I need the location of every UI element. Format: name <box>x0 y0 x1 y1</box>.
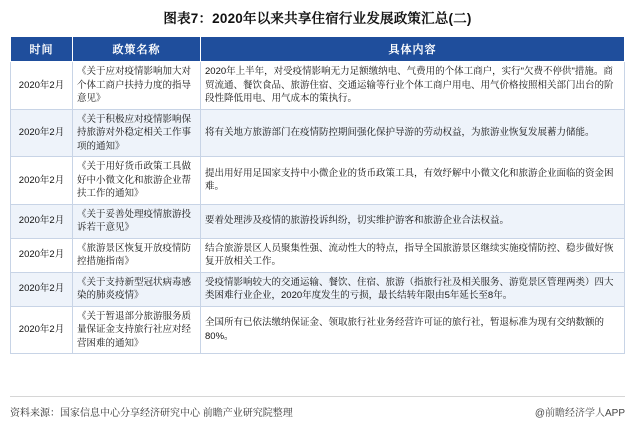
cell-policy-content: 提出用好用足国家支持中小微企业的货币政策工具，有效纾解中小微文化和旅游企业面临的资金困难。 <box>201 157 625 205</box>
cell-time: 2020年2月 <box>11 204 73 238</box>
table-row <box>11 204 625 238</box>
cell-time: 2020年2月 <box>11 272 73 306</box>
cell-policy-name: 《关于用好货币政策工具做好中小微文化和旅游企业帮扶工作的通知》 <box>73 157 201 205</box>
cell-time: 2020年2月 <box>11 238 73 272</box>
cell-policy-name: 《关于妥善处理疫情旅游投诉若干意见》 <box>73 204 201 238</box>
table-row <box>11 272 625 306</box>
cell-policy-content: 要着处理涉及疫情的旅游投诉纠纷，切实维护游客和旅游企业合法权益。 <box>201 204 625 238</box>
cell-policy-name: 《关于暂退部分旅游服务质量保证金支持旅行社应对经营困难的通知》 <box>73 306 201 354</box>
table-row <box>11 306 625 354</box>
table-row <box>11 62 625 110</box>
cell-time: 2020年2月 <box>11 306 73 354</box>
column-header-name: 政策名称 <box>73 37 201 62</box>
page-title: 图表7：2020年以来共享住宿行业发展政策汇总(二) <box>163 11 472 26</box>
brand-watermark: @前瞻经济学人APP <box>534 407 625 419</box>
column-header-content: 具体内容 <box>201 37 625 62</box>
cell-policy-name: 《关于积极应对疫情影响保持旅游对外稳定相关工作事项的通知》 <box>73 109 201 157</box>
table-header-row <box>11 37 625 62</box>
cell-policy-content: 结合旅游景区人员聚集性强、流动性大的特点，指导全国旅游景区继续实施疫情防控、稳步做好恢复开放相关工作。 <box>201 238 625 272</box>
cell-policy-content: 受疫情影响较大的交通运输、餐饮、住宿、旅游（指旅行社及相关服务、游览景区管理两类）四大类困难行业企业，2020年度发生的亏损，最长结转年限由5年延长至8年。 <box>201 272 625 306</box>
cell-policy-name: 《关于应对疫情影响加大对个体工商户扶持力度的指导意见》 <box>73 62 201 110</box>
table-row <box>11 157 625 205</box>
cell-policy-name: 《旅游景区恢复开放疫情防控措施指南》 <box>73 238 201 272</box>
source-note: 资料来源：国家信息中心分享经济研究中心 前瞻产业研究院整理 <box>10 407 293 419</box>
table-row <box>11 238 625 272</box>
cell-policy-content: 2020年上半年，对受疫情影响无力足额缴纳电、气费用的个体工商户，实行"欠费不停供"措施。商贸流通、餐饮食品、旅游住宿、交通运输等行业个体工商户用电、用气价格按照相关部门出台的阶段性降低用电、用气成本的策执行。 <box>201 62 625 110</box>
cell-policy-name: 《关于支持新型冠状病毒感染的肺炎疫情》 <box>73 272 201 306</box>
table-row <box>11 109 625 157</box>
cell-time: 2020年2月 <box>11 62 73 110</box>
cell-policy-content: 将有关地方旅游部门在疫情防控期间强化保护导游的劳动权益，为旅游业恢复发展蓄力储能。 <box>201 109 625 157</box>
policy-table <box>10 36 625 354</box>
cell-policy-content: 全国所有已依法缴纳保证金、领取旅行社业务经营许可证的旅行社，暂退标准为现有交纳数额的80%。 <box>201 306 625 354</box>
column-header-time: 时间 <box>11 37 73 62</box>
footer <box>10 396 625 421</box>
cell-time: 2020年2月 <box>11 109 73 157</box>
cell-time: 2020年2月 <box>11 157 73 205</box>
